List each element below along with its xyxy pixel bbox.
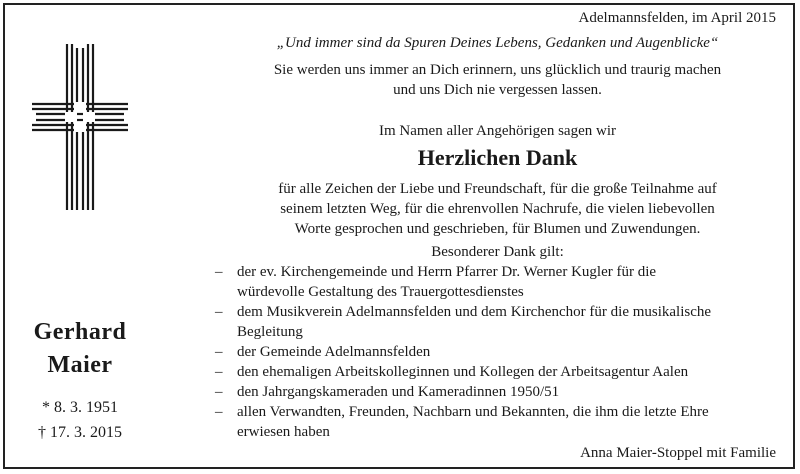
list-item: [215, 362, 785, 382]
list-item: [215, 302, 785, 342]
list-item: [215, 342, 785, 362]
dash-bullet: –: [215, 384, 223, 400]
birth-date: * 8. 3. 1951: [42, 399, 118, 416]
list-item-line: allen Verwandten, Freunden, Nachbarn und Bekannten, die ihm die letzte Ehre: [237, 404, 709, 420]
left-column: [0, 0, 200, 470]
deceased-first-name: Gerhard: [33, 319, 127, 345]
quote: „Und immer sind da Spuren Deines Lebens, Gedanken und Augenblicke“: [276, 35, 719, 51]
remember-text: [205, 60, 790, 100]
special-thanks-label: Besonderer Dank gilt:: [431, 244, 564, 260]
right-column: [205, 0, 790, 470]
list-item-line: den Jahrgangskameraden und Kameradinnen 1950/51: [237, 384, 560, 400]
list-item-line: der Gemeinde Adelmannsfelden: [237, 344, 431, 360]
list-item-line: der ev. Kirchengemeinde und Herrn Pfarrer Dr. Werner Kugler für die: [237, 264, 657, 280]
list-item-line: würdevolle Gestaltung des Trauergottesdienstes: [237, 284, 524, 300]
signature: Anna Maier-Stoppel mit Familie: [580, 445, 776, 461]
thanks-line: Worte gesprochen und geschrieben, für Blumen und Zuwendungen.: [294, 221, 701, 237]
list-item: [215, 262, 785, 302]
list-item: [215, 382, 785, 402]
list-item-line: erwiesen haben: [237, 424, 330, 440]
thanks-title: Herzlichen Dank: [417, 145, 578, 170]
thanks-line: seinem letzten Weg, für die ehrenvollen Nachrufe, die vielen liebevollen: [280, 201, 715, 217]
dash-bullet: –: [215, 364, 223, 380]
list-item-line: dem Musikverein Adelmannsfelden und dem Kirchenchor für die musikalische: [237, 304, 712, 320]
thanks-body: [205, 179, 790, 239]
list-item-line: Begleitung: [237, 324, 303, 340]
remember-line: Sie werden uns immer an Dich erinnern, uns glücklich und traurig machen: [273, 62, 722, 78]
dash-bullet: –: [215, 404, 223, 420]
deceased-last-name: Maier: [47, 352, 113, 378]
list-item: [215, 402, 785, 442]
dash-bullet: –: [215, 304, 223, 320]
cross-icon: [30, 42, 130, 212]
place-date: Adelmannsfelden, im April 2015: [578, 10, 776, 26]
list-item-line: den ehemaligen Arbeitskolleginnen und Kollegen der Arbeitsagentur Aalen: [237, 364, 689, 380]
names-of-text: Im Namen aller Angehörigen sagen wir: [378, 123, 616, 139]
thanks-line: für alle Zeichen der Liebe und Freundschaft, für die große Teilnahme auf: [278, 181, 717, 197]
remember-line: und uns Dich nie vergessen lassen.: [393, 82, 602, 98]
dash-bullet: –: [215, 344, 223, 360]
special-thanks-list: [215, 262, 785, 442]
dash-bullet: –: [215, 264, 223, 280]
death-date: † 17. 3. 2015: [38, 424, 122, 441]
